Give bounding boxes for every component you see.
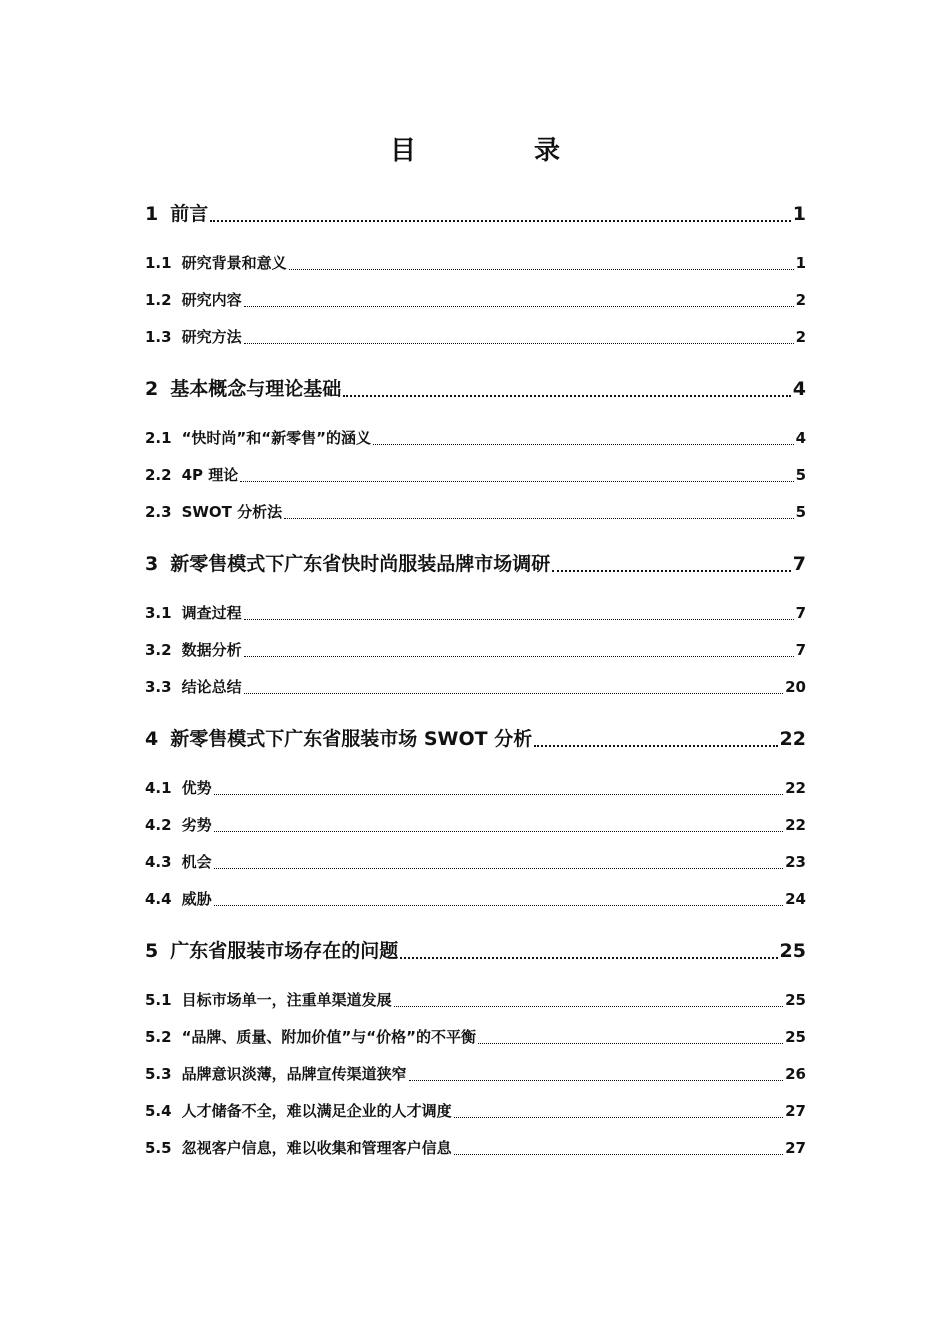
toc-section-entry[interactable] [145, 427, 806, 449]
toc-entry-title: 新零售模式下广东省快时尚服装品牌市场调研 [170, 553, 551, 575]
toc-section-entry[interactable] [145, 888, 806, 910]
toc-entry-title: 优势 [181, 779, 212, 797]
toc-dot-leader [552, 551, 791, 577]
toc-entry-number: 5.5 [145, 1139, 172, 1157]
toc-entry-number: 1.3 [145, 328, 172, 346]
toc-entry-number: 3.2 [145, 641, 172, 659]
toc-dot-leader [214, 888, 784, 910]
toc-entry-number: 2 [145, 378, 159, 400]
toc-entry-title: 数据分析 [181, 641, 242, 659]
toc-dot-leader [244, 289, 794, 311]
toc-section-entry[interactable] [145, 1137, 806, 1159]
toc-dot-leader [454, 1137, 784, 1159]
toc-entry-number: 5.4 [145, 1102, 172, 1120]
page-title: 目 录 [389, 136, 606, 166]
toc-entry-title: 人才储备不全，难以满足企业的人才调度 [181, 1102, 452, 1120]
toc-entry-number: 5.3 [145, 1065, 172, 1083]
toc-entry-number: 1 [145, 203, 159, 225]
toc-page-number: 5 [795, 503, 806, 521]
toc-chapter-entry[interactable] [145, 551, 806, 577]
toc-dot-leader [289, 252, 794, 274]
toc-section-entry[interactable] [145, 602, 806, 624]
toc-chapter-entry[interactable] [145, 726, 806, 752]
toc-entry-number: 2.1 [145, 429, 172, 447]
toc-entry-number: 3.1 [145, 604, 172, 622]
toc-dot-leader [478, 1026, 783, 1048]
toc-entry-title: “快时尚”和“新零售”的涵义 [181, 429, 372, 447]
toc-dot-leader [394, 989, 784, 1011]
toc-entry-title: 基本概念与理论基础 [170, 378, 342, 400]
toc-section-entry[interactable] [145, 989, 806, 1011]
toc-entry-number: 1.2 [145, 291, 172, 309]
toc-entry-number: 5.1 [145, 991, 172, 1009]
toc-entry-number: 4 [145, 728, 159, 750]
toc-page-number: 5 [795, 466, 806, 484]
toc-entry-number: 1.1 [145, 254, 172, 272]
toc-entry-number: 2.2 [145, 466, 172, 484]
toc-dot-leader [400, 938, 777, 964]
toc-page-number: 1 [792, 203, 806, 225]
toc-entry-number: 5.2 [145, 1028, 172, 1046]
toc-entry-title: 研究背景和意义 [181, 254, 287, 272]
toc-dot-leader [284, 501, 793, 523]
toc-page-number: 20 [785, 678, 806, 696]
toc-dot-leader [244, 602, 794, 624]
toc-section-entry[interactable] [145, 464, 806, 486]
toc-page-number: 26 [785, 1065, 806, 1083]
toc-entry-title: 调查过程 [181, 604, 242, 622]
toc-dot-leader [214, 777, 784, 799]
toc-section-entry[interactable] [145, 676, 806, 698]
toc-section-entry[interactable] [145, 289, 806, 311]
toc-dot-leader [214, 851, 784, 873]
toc-section-entry[interactable] [145, 1026, 806, 1048]
toc-entry-number: 4.1 [145, 779, 172, 797]
toc-page-number: 27 [785, 1139, 806, 1157]
toc-dot-leader [409, 1063, 784, 1085]
toc-dot-leader [214, 814, 784, 836]
toc-section-entry[interactable] [145, 851, 806, 873]
toc-section-entry[interactable] [145, 1063, 806, 1085]
toc-chapter-entry[interactable] [145, 201, 806, 227]
toc-page-number: 23 [785, 853, 806, 871]
toc-page-number: 27 [785, 1102, 806, 1120]
toc-entry-number: 2.3 [145, 503, 172, 521]
toc-entry-title: 忽视客户信息，难以收集和管理客户信息 [181, 1139, 452, 1157]
toc-page-number: 22 [785, 779, 806, 797]
toc-entry-title: 4P 理论 [181, 466, 239, 484]
toc-page-number: 22 [785, 816, 806, 834]
toc-page-number: 7 [795, 641, 806, 659]
toc-dot-leader [454, 1100, 784, 1122]
toc-page-number: 7 [795, 604, 806, 622]
toc-chapter-entry[interactable] [145, 376, 806, 402]
toc-section-entry[interactable] [145, 1100, 806, 1122]
toc-section-entry[interactable] [145, 814, 806, 836]
toc-chapter-entry[interactable] [145, 938, 806, 964]
toc-dot-leader [240, 464, 793, 486]
toc-entry-title: 新零售模式下广东省服装市场 SWOT 分析 [170, 728, 533, 750]
toc-entry-title: 研究方法 [181, 328, 242, 346]
toc-section-entry[interactable] [145, 639, 806, 661]
toc-entry-title: SWOT 分析法 [181, 503, 283, 521]
toc-page-number: 4 [792, 378, 806, 400]
toc-entry-number: 4.4 [145, 890, 172, 908]
toc-entry-number: 3 [145, 553, 159, 575]
toc-entry-title: 广东省服装市场存在的问题 [170, 940, 399, 962]
toc-page-number: 24 [785, 890, 806, 908]
toc-page-number: 25 [779, 940, 806, 962]
toc-page-number: 4 [795, 429, 806, 447]
toc-page-number: 2 [795, 328, 806, 346]
toc-page-number: 1 [795, 254, 806, 272]
toc-dot-leader [343, 376, 791, 402]
toc-entry-title: 结论总结 [181, 678, 242, 696]
toc-entry-number: 5 [145, 940, 159, 962]
toc-section-entry[interactable] [145, 501, 806, 523]
toc-entry-title: “品牌、质量、附加价值”与“价格”的不平衡 [181, 1028, 477, 1046]
toc-entry-number: 3.3 [145, 678, 172, 696]
toc-entry-title: 品牌意识淡薄，品牌宣传渠道狭窄 [181, 1065, 407, 1083]
toc-entry-number: 4.2 [145, 816, 172, 834]
toc-entry-title: 前言 [170, 203, 209, 225]
toc-section-entry[interactable] [145, 252, 806, 274]
toc-dot-leader [210, 201, 791, 227]
toc-entry-number: 4.3 [145, 853, 172, 871]
toc-page-number: 2 [795, 291, 806, 309]
toc-entry-title: 目标市场单一，注重单渠道发展 [181, 991, 392, 1009]
toc-dot-leader [534, 726, 777, 752]
toc-section-entry[interactable] [145, 777, 806, 799]
toc-page-number: 7 [792, 553, 806, 575]
toc-page-number: 22 [779, 728, 806, 750]
toc-section-entry[interactable] [145, 326, 806, 348]
toc-page-number: 25 [785, 991, 806, 1009]
toc-dot-leader [244, 639, 794, 661]
toc-entry-title: 研究内容 [181, 291, 242, 309]
toc-dot-leader [244, 326, 794, 348]
toc-page-number: 25 [785, 1028, 806, 1046]
toc-dot-leader [244, 676, 784, 698]
toc-dot-leader [373, 427, 794, 449]
toc-entry-title: 机会 [181, 853, 212, 871]
toc-entry-title: 威胁 [181, 890, 212, 908]
toc-entry-title: 劣势 [181, 816, 212, 834]
